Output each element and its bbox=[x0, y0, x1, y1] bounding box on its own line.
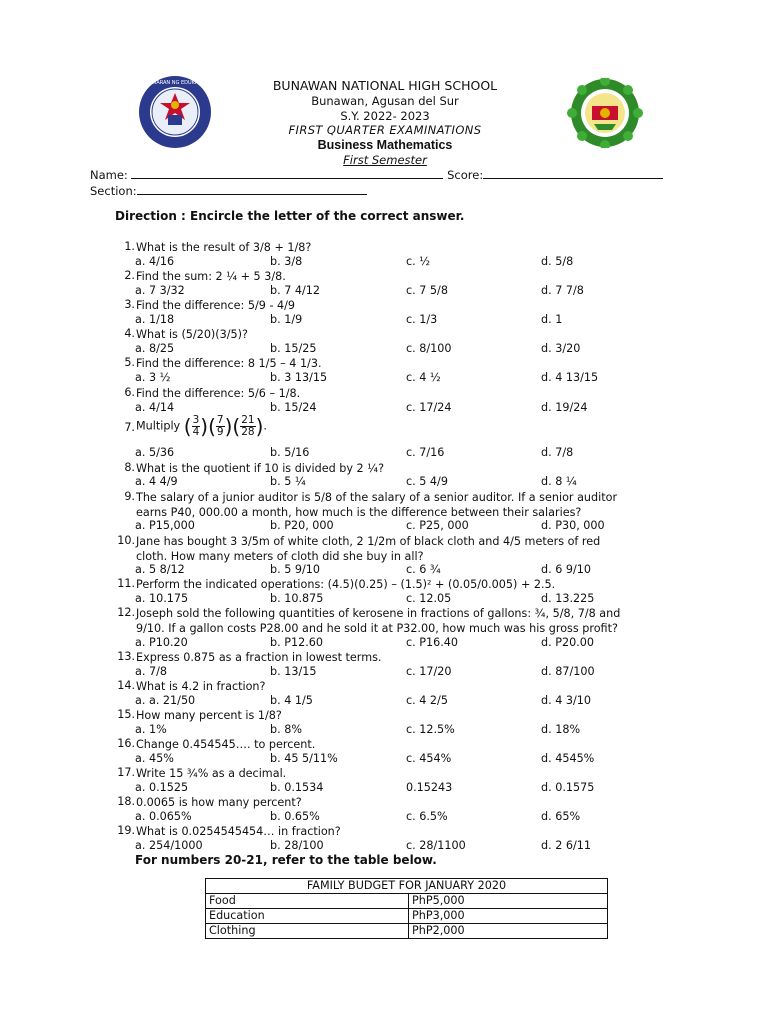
question-text bbox=[136, 240, 666, 255]
numerator: 3 bbox=[192, 414, 200, 426]
answer-choice[interactable]: d. 2 6/11 bbox=[541, 839, 592, 852]
numerator: 21 bbox=[241, 414, 255, 426]
answer-choice[interactable]: c. 7 5/8 bbox=[406, 284, 448, 297]
question-text bbox=[136, 327, 666, 342]
answer-choice[interactable]: d. 3/20 bbox=[541, 342, 581, 355]
section-row bbox=[90, 182, 367, 198]
question-text bbox=[136, 461, 666, 476]
question-number: 3. bbox=[124, 298, 135, 311]
question-text: Multiply ( $\frac{3}{4}$ )( $\frac{7}{9}$ )( $\frac{21}{28}$ ). bbox=[136, 414, 267, 439]
answer-choice[interactable]: a. 3 ½ bbox=[135, 371, 171, 384]
question-number: 19. bbox=[117, 824, 135, 837]
paren: ) bbox=[200, 414, 209, 439]
paren: ) bbox=[224, 414, 233, 439]
svg-text:KAGAWARAN NG EDUKASYON: KAGAWARAN NG EDUKASYON bbox=[138, 80, 212, 86]
question-text bbox=[136, 298, 666, 313]
table-row bbox=[206, 894, 608, 909]
question-number: 13. bbox=[117, 650, 135, 663]
question-text bbox=[136, 679, 666, 694]
answer-choice[interactable]: c. 12.5% bbox=[406, 723, 455, 736]
answer-choice[interactable]: d. P30, 000 bbox=[541, 519, 605, 532]
answer-choice[interactable]: a. 7/8 bbox=[135, 665, 167, 678]
answer-choice[interactable]: a. 4 4/9 bbox=[135, 475, 178, 488]
question-number: 7. bbox=[124, 421, 135, 434]
answer-choice[interactable]: b. 5 ¼ bbox=[270, 475, 306, 488]
answer-choice[interactable]: a. 4/14 bbox=[135, 401, 175, 414]
answer-choice[interactable]: c. 4 2/5 bbox=[406, 694, 448, 707]
answer-choice[interactable]: d. 4 13/15 bbox=[541, 371, 599, 384]
question-line: Perform the indicated operations: (4.5)(0.25) – (1.5)² + (0.05/0.005) + 2.5. bbox=[136, 578, 556, 591]
question-text bbox=[136, 534, 666, 564]
answer-choice[interactable]: d. 4545% bbox=[541, 752, 595, 765]
denominator: 4 bbox=[192, 426, 200, 438]
answer-choice[interactable]: b. 3/8 bbox=[270, 255, 303, 268]
budget-item: Food bbox=[206, 894, 409, 909]
answer-choice[interactable]: b. 8% bbox=[270, 723, 302, 736]
paren: ( bbox=[208, 414, 216, 439]
question-number: 5. bbox=[124, 356, 135, 369]
answer-choice[interactable]: b. 0.65% bbox=[270, 810, 320, 823]
name-label: Name: bbox=[90, 168, 128, 182]
exam-header bbox=[180, 79, 590, 168]
subject-title: Business Mathematics bbox=[317, 138, 453, 153]
question-text bbox=[136, 356, 666, 371]
numerator: 7 bbox=[216, 414, 224, 426]
question-text bbox=[136, 269, 666, 284]
answer-choice[interactable]: d. 7 7/8 bbox=[541, 284, 584, 297]
answer-choice[interactable]: a. 4/16 bbox=[135, 255, 175, 268]
answer-choice[interactable]: b. 15/24 bbox=[270, 401, 317, 414]
answer-choice[interactable]: b. 3 13/15 bbox=[270, 371, 328, 384]
answer-choice[interactable]: c. 5 4/9 bbox=[406, 475, 448, 488]
school-name: BUNAWAN NATIONAL HIGH SCHOOL bbox=[272, 78, 498, 93]
denominator: 9 bbox=[216, 426, 224, 438]
question-line: What is 0.0254545454… in fraction? bbox=[136, 825, 341, 838]
answer-choice[interactable]: d. 5/8 bbox=[541, 255, 574, 268]
answer-choice[interactable]: a. a. 21/50 bbox=[135, 694, 196, 707]
table-row bbox=[206, 924, 608, 939]
question-text-lead: Multiply bbox=[136, 419, 181, 433]
answer-choice[interactable]: a. 5 8/12 bbox=[135, 563, 185, 576]
exam-title: FIRST QUARTER EXAMINATIONS bbox=[288, 123, 482, 138]
question-text bbox=[136, 708, 666, 723]
name-score-row bbox=[90, 166, 663, 182]
answer-choice[interactable]: d. 18% bbox=[541, 723, 581, 736]
answer-choice[interactable]: c. P25, 000 bbox=[406, 519, 469, 532]
answer-choice[interactable]: b. 4 1/5 bbox=[270, 694, 313, 707]
question-line: Find the difference: 5/9 - 4/9 bbox=[136, 299, 296, 312]
question-line: Find the difference: 5/6 – 1/8. bbox=[136, 387, 301, 400]
school-year: S.Y. 2022- 2023 bbox=[340, 108, 430, 123]
answer-choice[interactable]: b. P12.60 bbox=[270, 636, 323, 649]
answer-choice[interactable]: c. P16.40 bbox=[406, 636, 459, 649]
budget-amount: PhP2,000 bbox=[409, 924, 608, 939]
answer-choice[interactable]: a. 254/1000 bbox=[135, 839, 203, 852]
question-line: How many percent is 1/8? bbox=[136, 709, 282, 722]
answer-choice[interactable]: d. P20.00 bbox=[541, 636, 594, 649]
answer-choice[interactable]: d. 65% bbox=[541, 810, 581, 823]
school-address: Bunawan, Agusan del Sur bbox=[311, 93, 459, 108]
question-line: Express 0.875 as a fraction in lowest terms. bbox=[136, 651, 382, 664]
score-field[interactable] bbox=[483, 166, 663, 179]
question-text bbox=[136, 606, 666, 636]
answer-choice[interactable]: b. 5 9/10 bbox=[270, 563, 321, 576]
question-text bbox=[136, 824, 666, 839]
question-number: 9. bbox=[124, 490, 135, 503]
answer-choice[interactable]: 0.15243 bbox=[406, 781, 453, 794]
answer-choice[interactable]: a. 10.175 bbox=[135, 592, 189, 605]
question-line: 0.0065 is how many percent? bbox=[136, 796, 302, 809]
answer-choice[interactable]: c. 12.05 bbox=[406, 592, 452, 605]
question-line: The salary of a junior auditor is 5/8 of the salary of a senior auditor. If a senior auditor bbox=[136, 491, 618, 504]
answer-choice[interactable]: d. 4 3/10 bbox=[541, 694, 592, 707]
answer-choice[interactable]: a. 1/18 bbox=[135, 313, 175, 326]
budget-table-title: FAMILY BUDGET FOR JANUARY 2020 bbox=[206, 879, 608, 894]
answer-choice[interactable]: a. 45% bbox=[135, 752, 174, 765]
question-line: Find the sum: 2 ¼ + 5 3/8. bbox=[136, 270, 286, 283]
budget-amount: PhP5,000 bbox=[409, 894, 608, 909]
answer-choice[interactable]: d. 87/100 bbox=[541, 665, 595, 678]
budget-item: Clothing bbox=[206, 924, 409, 939]
question-line: What is the result of 3/8 + 1/8? bbox=[136, 241, 312, 254]
question-number: 1. bbox=[124, 240, 135, 253]
answer-choice[interactable]: a. P15,000 bbox=[135, 519, 195, 532]
table-reference-text: For numbers 20-21, refer to the table below. bbox=[135, 853, 437, 867]
answer-choice[interactable]: b. P20, 000 bbox=[270, 519, 334, 532]
question-line: 9/10. If a gallon costs P28.00 and he sold it at P32.00, how much was his gross profit? bbox=[136, 622, 618, 635]
question-line: Change 0.454545…. to percent. bbox=[136, 738, 316, 751]
question-number: 4. bbox=[124, 327, 135, 340]
question-number: 10. bbox=[117, 534, 135, 547]
paren: ( bbox=[183, 414, 192, 439]
answer-choice[interactable]: a. 0.1525 bbox=[135, 781, 189, 794]
answer-choice[interactable]: c. 454% bbox=[406, 752, 452, 765]
answer-choice[interactable]: a. 1% bbox=[135, 723, 167, 736]
question-text bbox=[136, 766, 666, 781]
answer-choice[interactable]: b. 7 4/12 bbox=[270, 284, 321, 297]
answer-choice[interactable]: a. 5/36 bbox=[135, 446, 175, 459]
answer-choice[interactable]: c. 7/16 bbox=[406, 446, 445, 459]
answer-choice[interactable]: d. 13.225 bbox=[541, 592, 595, 605]
answer-choice[interactable]: d. 8 ¼ bbox=[541, 475, 577, 488]
question-line: What is 4.2 in fraction? bbox=[136, 680, 266, 693]
answer-choice[interactable]: b. 5/16 bbox=[270, 446, 310, 459]
answer-choice[interactable]: d. 6 9/10 bbox=[541, 563, 592, 576]
question-line: cloth. How many meters of cloth did she buy in all? bbox=[136, 550, 424, 563]
question-line: Write 15 ¾% as a decimal. bbox=[136, 767, 287, 780]
answer-choice[interactable]: c. 17/24 bbox=[406, 401, 452, 414]
question-line: What is the quotient if 10 is divided by 2 ¼? bbox=[136, 462, 385, 475]
answer-choice[interactable]: a. 7 3/32 bbox=[135, 284, 185, 297]
answer-choice[interactable]: b. 0.1534 bbox=[270, 781, 324, 794]
answer-choice[interactable]: b. 10.875 bbox=[270, 592, 324, 605]
question-text bbox=[136, 650, 666, 665]
question-number: 18. bbox=[117, 795, 135, 808]
answer-choice[interactable]: c. 4 ½ bbox=[406, 371, 441, 384]
fraction bbox=[192, 415, 201, 438]
question-line: Joseph sold the following quantities of kerosene in fractions of gallons: ¾, 5/8, 7/8 and bbox=[136, 607, 621, 620]
answer-choice[interactable]: a. 8/25 bbox=[135, 342, 175, 355]
question-number: 8. bbox=[124, 461, 135, 474]
table-row bbox=[206, 909, 608, 924]
question-number: 2. bbox=[124, 269, 135, 282]
direction-text: Direction : Encircle the letter of the correct answer. bbox=[115, 209, 465, 223]
question-number: 16. bbox=[117, 737, 135, 750]
question-number: 11. bbox=[117, 577, 135, 590]
section-field[interactable] bbox=[137, 182, 367, 195]
answer-choice[interactable]: a. 0.065% bbox=[135, 810, 192, 823]
section-label: Section: bbox=[90, 184, 137, 198]
semester-label: First Semester bbox=[343, 152, 427, 167]
answer-choice[interactable]: b. 13/15 bbox=[270, 665, 317, 678]
answer-choice[interactable]: b. 45 5/11% bbox=[270, 752, 338, 765]
answer-choice[interactable]: c. 8/100 bbox=[406, 342, 452, 355]
paren: ) bbox=[255, 414, 264, 439]
answer-choice[interactable]: d. 1 bbox=[541, 313, 563, 326]
question-text bbox=[136, 577, 666, 592]
question-text bbox=[136, 795, 666, 810]
answer-choice[interactable]: c. 6.5% bbox=[406, 810, 448, 823]
answer-choice[interactable]: c. 17/20 bbox=[406, 665, 452, 678]
question-number: 6. bbox=[124, 386, 135, 399]
answer-choice[interactable]: c. ½ bbox=[406, 255, 431, 268]
budget-table bbox=[205, 878, 608, 939]
question-text bbox=[136, 737, 666, 752]
answer-choice[interactable]: b. 15/25 bbox=[270, 342, 317, 355]
fraction bbox=[240, 415, 255, 438]
answer-choice[interactable]: b. 1/9 bbox=[270, 313, 303, 326]
paren: ( bbox=[232, 414, 241, 439]
answer-choice[interactable]: c. 1/3 bbox=[406, 313, 438, 326]
question-number: 14. bbox=[117, 679, 135, 692]
budget-item: Education bbox=[206, 909, 409, 924]
question-text bbox=[136, 386, 666, 401]
question-line: earns P40, 000.00 a month, how much is the difference between their salaries? bbox=[136, 506, 582, 519]
name-field[interactable] bbox=[131, 166, 443, 179]
question-line: Find the difference: 8 1/5 – 4 1/3. bbox=[136, 357, 322, 370]
question-number: 17. bbox=[117, 766, 135, 779]
budget-amount: PhP3,000 bbox=[409, 909, 608, 924]
fraction bbox=[216, 415, 225, 438]
answer-choice[interactable]: a. P10.20 bbox=[135, 636, 188, 649]
question-number: 12. bbox=[117, 606, 135, 619]
question-text bbox=[136, 490, 666, 520]
answer-choice[interactable]: c. 6 ¾ bbox=[406, 563, 441, 576]
answer-choice[interactable]: d. 19/24 bbox=[541, 401, 588, 414]
denominator: 28 bbox=[241, 426, 255, 438]
answer-choice[interactable]: c. 28/1100 bbox=[406, 839, 466, 852]
question-line: What is (5/20)(3/5)? bbox=[136, 328, 248, 341]
answer-choice[interactable]: d. 7/8 bbox=[541, 446, 574, 459]
answer-choice[interactable]: d. 0.1575 bbox=[541, 781, 595, 794]
score-label: Score: bbox=[447, 168, 484, 182]
question-number: 15. bbox=[117, 708, 135, 721]
question-line: Jane has bought 3 3/5m of white cloth, 2 1/2m of black cloth and 4/5 meters of red bbox=[136, 535, 601, 548]
answer-choice[interactable]: b. 28/100 bbox=[270, 839, 324, 852]
